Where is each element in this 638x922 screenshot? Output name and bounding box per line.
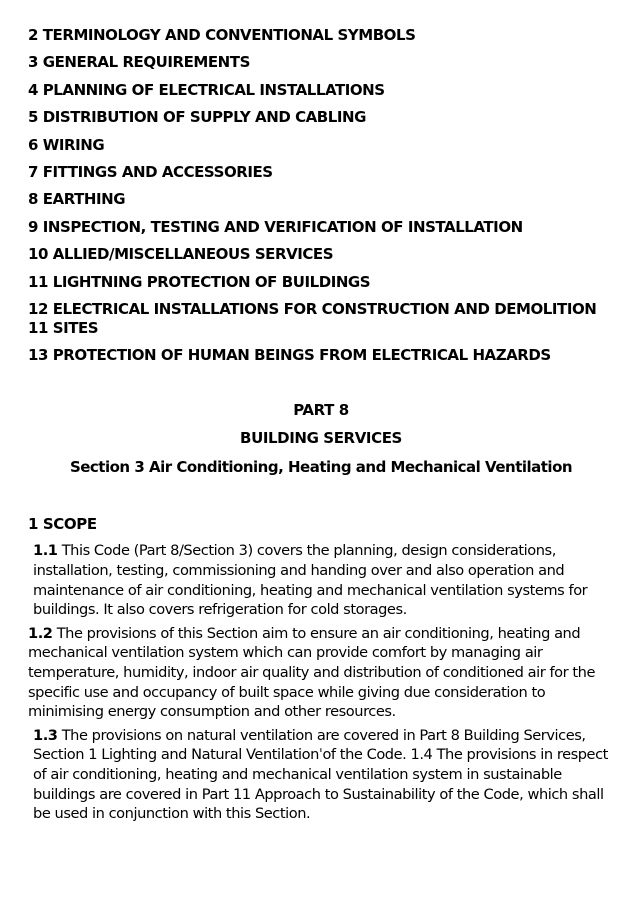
toc-item: 3 GENERAL REQUIREMENTS — [28, 53, 250, 72]
clause-number: 1.2 — [28, 624, 53, 642]
scope-paragraph — [28, 624, 614, 722]
scope-heading: 1 SCOPE — [28, 515, 97, 534]
part-header — [28, 397, 614, 481]
clause-text: This Code (Part 8/Section 3) covers the planning, design considerations, installation, testing, commissioning and handing over and also operation and maintenance of air conditioning, heating and mechanical ventilation systems for buildings. It also covers refrigeration for cold storages. — [33, 542, 588, 619]
toc-item: 5 DISTRIBUTION OF SUPPLY AND CABLING — [28, 108, 366, 127]
toc-item: 13 PROTECTION OF HUMAN BEINGS FROM ELECTRICAL HAZARDS — [28, 346, 551, 365]
toc-item: 8 EARTHING — [28, 190, 126, 209]
toc-item: 10 ALLIED/MISCELLANEOUS SERVICES — [28, 245, 334, 264]
toc-item: 11 LIGHTNING PROTECTION OF BUILDINGS — [28, 272, 371, 291]
scope-paragraph — [28, 541, 614, 619]
toc-item: 4 PLANNING OF ELECTRICAL INSTALLATIONS — [28, 80, 385, 99]
clause-number: 1.1 — [33, 542, 58, 560]
part-label: PART 8 — [293, 401, 349, 420]
toc-item: 6 WIRING — [28, 135, 105, 154]
part-title: BUILDING SERVICES — [240, 429, 402, 448]
scope-paragraph — [28, 726, 614, 824]
table-of-contents — [28, 22, 614, 369]
toc-item: 7 FITTINGS AND ACCESSORIES — [28, 163, 273, 182]
clause-text: The provisions on natural ventilation are covered in Part 8 Building Services, Section 1 Lighting and Natural Ventilationˈof the Code. 1.4 The provisions in respect of air conditioning, heating and mechanical ventilation system in sustainable buildings are covered in Part 11 Approach to Sustainability of the Code, which shall be used in conjunction with this Section. — [33, 726, 608, 823]
toc-item: 2 TERMINOLOGY AND CONVENTIONAL SYMBOLS — [28, 26, 416, 44]
section-title: Section 3 Air Conditioning, Heating and Mechanical Ventilation — [69, 458, 573, 477]
toc-item: 9 INSPECTION, TESTING AND VERIFICATION OF INSTALLATION — [28, 217, 523, 236]
toc-item: 12 ELECTRICAL INSTALLATIONS FOR CONSTRUCTION AND DEMOLITION 11 SITES — [28, 300, 597, 338]
clause-text: The provisions of this Section aim to ensure an air conditioning, heating and mechanical ventilation system which can provide comfort by managing air temperature, humidity, indoor air quality and distribution of conditioned air for the specific use and occupancy of built space while giving due consideration to minimising energy consumption and other resources. — [28, 624, 595, 721]
clause-number: 1.3 — [33, 726, 58, 744]
document-page — [28, 22, 614, 824]
